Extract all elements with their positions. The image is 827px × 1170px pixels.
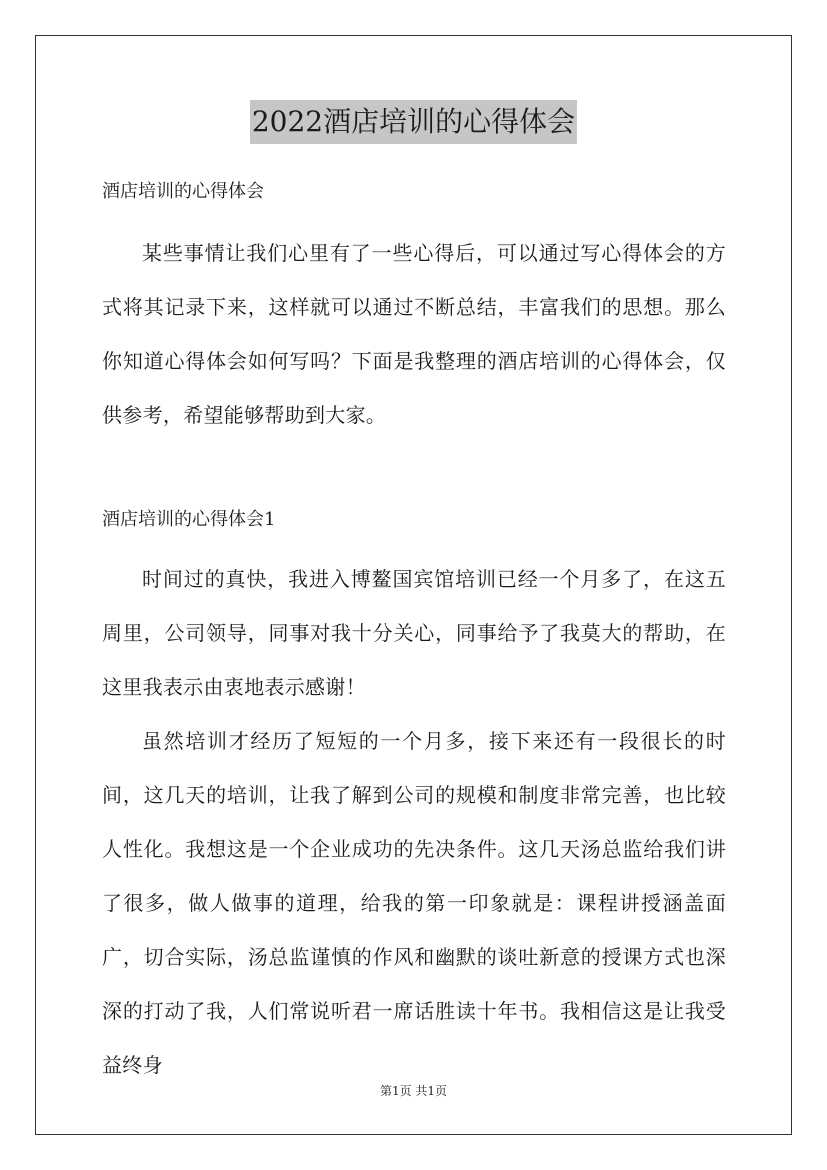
document-body: [102, 172, 726, 1092]
section-paragraph-1: 时间过的真快，我进入博鳌国宾馆培训已经一个月多了，在这五周里，公司领导，同事对我十分关心，同事给予了我莫大的帮助，在这里我表示由衷地表示感谢！: [102, 567, 726, 699]
document-title: 2022酒店培训的心得体会: [250, 100, 577, 144]
title-container: [0, 100, 827, 144]
section-heading: 酒店培训的心得体会1: [102, 509, 276, 530]
page-footer: 第1页 共1页: [379, 1084, 448, 1098]
intro-paragraph: 某些事情让我们心里有了一些心得后，可以通过写心得体会的方式将其记录下来，这样就可以通过不断总结，丰富我们的思想。那么你知道心得体会如何写吗？下面是我整理的酒店培训的心得体会，仅供参考，希望能够帮助到大家。: [102, 241, 726, 427]
section-gap: [102, 442, 726, 492]
section-paragraph-2: 虽然培训才经历了短短的一个月多，接下来还有一段很长的时间，这几天的培训，让我了解到公司的规模和制度非常完善，也比较人性化。我想这是一个企业成功的先决条件。这几天汤总监给我们讲了很多，做人做事的道理，给我的第一印象就是：课程讲授涵盖面广，切合实际，汤总监谨慎的作风和幽默的谈吐新意的授课方式也深深的打动了我，人们常说听君一席话胜读十年书。我相信这是让我受益终身: [102, 729, 726, 1077]
document-subtitle: 酒店培训的心得体会: [102, 181, 264, 202]
